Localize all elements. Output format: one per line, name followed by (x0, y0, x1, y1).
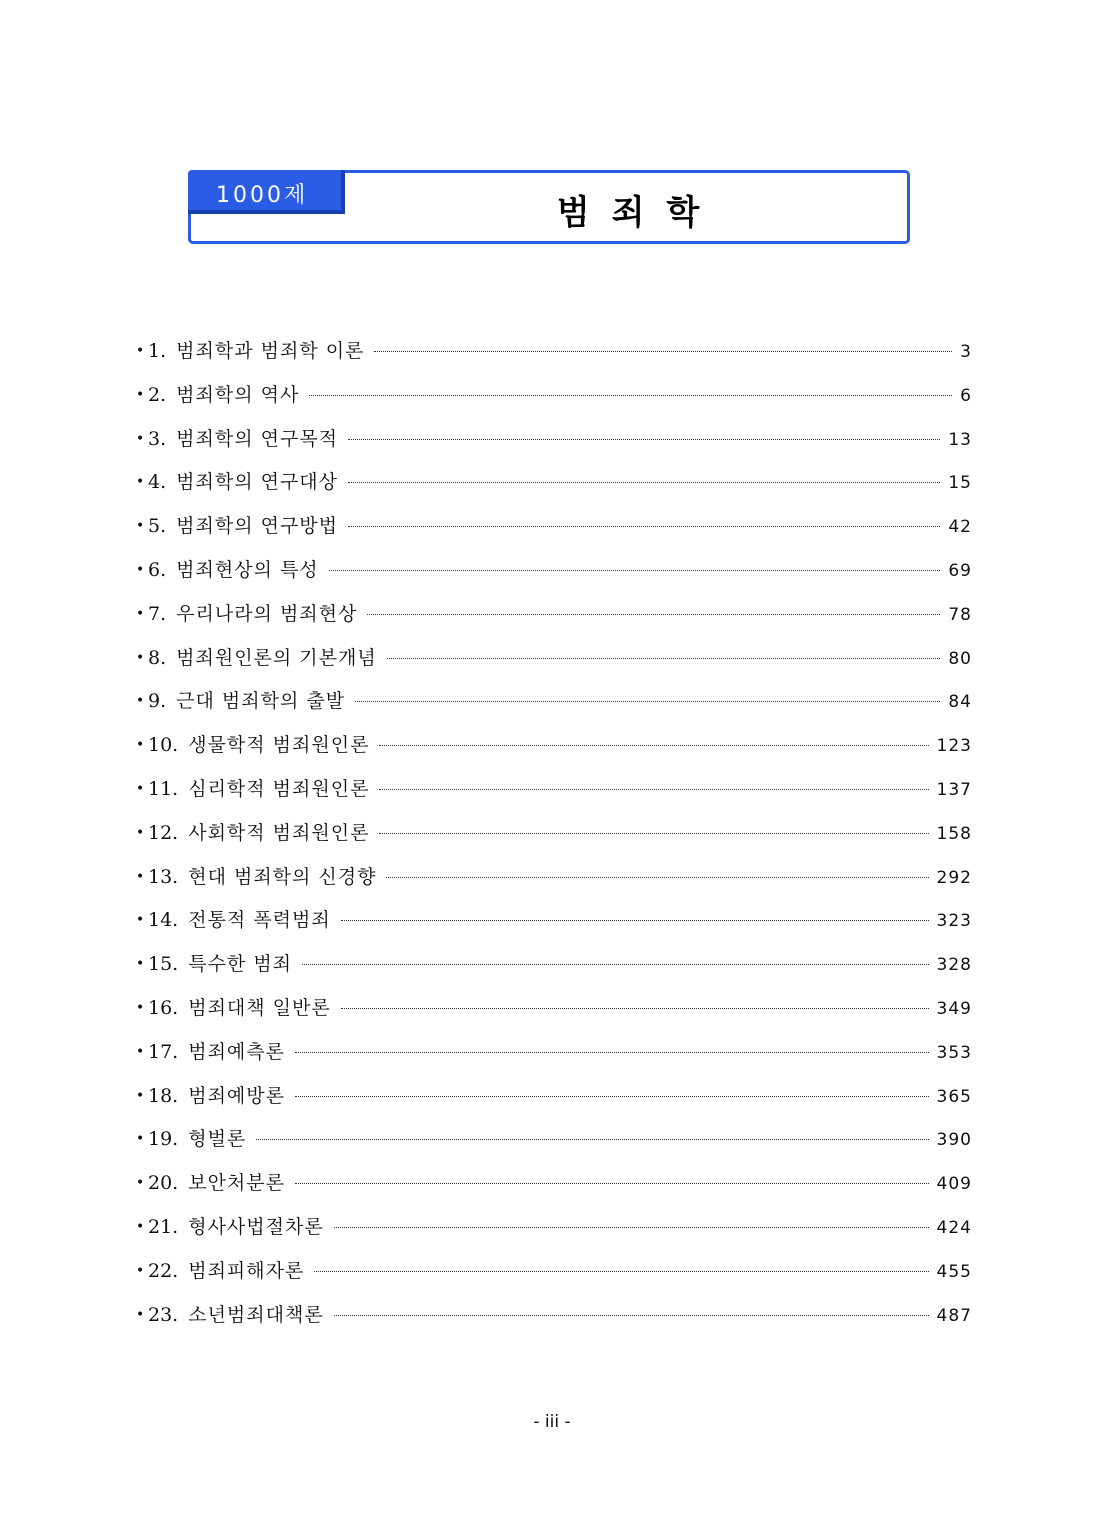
dot-leader (367, 614, 940, 615)
bullet-icon: • (136, 605, 145, 622)
toc-entry[interactable] (136, 1081, 972, 1125)
bullet-icon: • (136, 474, 145, 491)
toc-entry-number: 4. (148, 471, 167, 494)
toc-entry[interactable] (136, 1212, 972, 1256)
toc-entry[interactable] (136, 643, 972, 687)
toc-entry[interactable] (136, 730, 972, 774)
toc-entry[interactable] (136, 555, 972, 599)
toc-entry-number: 6. (148, 558, 167, 581)
toc-entry-number: 9. (148, 690, 167, 713)
toc-entry-number: 15. (148, 953, 179, 976)
dot-leader (341, 1008, 929, 1009)
toc-entry-number: 23. (148, 1303, 179, 1326)
toc-entry-title: 범죄예방론 (188, 1084, 285, 1107)
toc-entry-title: 형사사법절차론 (188, 1215, 324, 1238)
toc-entry-title: 형벌론 (188, 1128, 247, 1151)
title-box (188, 170, 910, 244)
bullet-icon: • (136, 343, 145, 359)
toc-entry-title: 보안처분론 (188, 1172, 285, 1195)
toc-entry-page: 323 (936, 911, 972, 932)
dot-leader (348, 526, 940, 527)
toc-entry-page: 84 (948, 692, 972, 713)
toc-entry[interactable] (136, 467, 972, 511)
toc-entry-title: 범죄피해자론 (188, 1259, 305, 1282)
bullet-icon: • (136, 386, 145, 403)
toc-entry-number: 13. (148, 865, 179, 888)
toc-entry-page: 487 (936, 1305, 972, 1326)
toc-entry-page: 6 (960, 385, 972, 406)
toc-entry-page: 353 (936, 1042, 972, 1063)
toc-entry-title: 범죄예측론 (188, 1040, 285, 1063)
dot-leader (387, 658, 941, 659)
toc-entry[interactable] (136, 949, 972, 993)
bullet-icon: • (136, 1131, 145, 1148)
toc-entry-page: 390 (936, 1130, 972, 1151)
dot-leader (341, 920, 929, 921)
toc-entry-title: 범죄학의 연구목적 (176, 427, 339, 450)
toc-entry[interactable] (136, 1124, 972, 1168)
toc-entry-page: 13 (948, 429, 972, 450)
toc-entry[interactable] (136, 424, 972, 468)
bullet-icon: • (136, 912, 145, 929)
toc-entry[interactable] (136, 862, 972, 906)
toc-entry-number: 3. (148, 427, 167, 450)
toc-entry-number: 10. (148, 734, 179, 757)
toc-entry-page: 328 (936, 955, 972, 976)
toc-entry-number: 21. (148, 1215, 179, 1238)
toc-entry-page: 455 (936, 1261, 972, 1282)
bullet-icon: • (136, 1087, 145, 1104)
bullet-icon: • (136, 824, 145, 841)
bullet-icon: • (136, 1043, 145, 1060)
toc-entry-title: 범죄학의 연구대상 (176, 471, 339, 494)
page-number: - iii - (533, 1412, 571, 1432)
table-of-contents (136, 336, 972, 1343)
dot-leader (329, 570, 941, 571)
toc-entry[interactable] (136, 1168, 972, 1212)
toc-entry-number: 7. (148, 602, 167, 625)
toc-entry[interactable] (136, 993, 972, 1037)
bullet-icon: • (136, 999, 145, 1016)
toc-entry-title: 근대 범죄학의 출발 (176, 690, 346, 713)
dot-leader (295, 1096, 929, 1097)
toc-entry-page: 123 (936, 736, 972, 757)
dot-leader (295, 1183, 929, 1184)
bullet-icon: • (136, 518, 145, 535)
toc-entry-title: 범죄대책 일반론 (188, 996, 331, 1019)
bullet-icon: • (136, 780, 145, 797)
toc-entry-page: 80 (948, 648, 972, 669)
dot-leader (348, 439, 940, 440)
dot-leader (355, 701, 940, 702)
bullet-icon: • (136, 737, 145, 754)
dot-leader (302, 964, 929, 965)
toc-entry-page: 78 (948, 604, 972, 625)
toc-entry-number: 19. (148, 1128, 179, 1151)
toc-entry-number: 2. (148, 383, 167, 406)
bullet-icon: • (136, 1175, 145, 1192)
toc-entry[interactable] (136, 599, 972, 643)
bullet-icon: • (136, 649, 145, 666)
toc-entry-number: 5. (148, 515, 167, 538)
toc-entry[interactable] (136, 336, 972, 380)
toc-entry-page: 69 (948, 560, 972, 581)
toc-entry-title: 범죄학의 역사 (176, 383, 300, 406)
toc-entry-page: 158 (936, 823, 972, 844)
toc-entry[interactable] (136, 905, 972, 949)
dot-leader (374, 351, 952, 352)
dot-leader (334, 1227, 929, 1228)
toc-entry-number: 8. (148, 646, 167, 669)
bullet-icon: • (136, 956, 145, 973)
toc-entry-title: 사회학적 범죄원인론 (188, 821, 370, 844)
dot-leader (314, 1271, 928, 1272)
toc-entry-page: 3 (960, 342, 972, 362)
toc-entry-title: 범죄원인론의 기본개념 (176, 646, 377, 669)
toc-entry-title: 생물학적 범죄원인론 (188, 734, 370, 757)
bullet-icon: • (136, 868, 145, 885)
bullet-icon: • (136, 561, 145, 578)
bullet-icon: • (136, 1218, 145, 1235)
toc-entry-number: 1. (148, 340, 167, 362)
toc-entry-title: 특수한 범죄 (188, 953, 293, 976)
toc-entry-number: 17. (148, 1040, 179, 1063)
toc-entry-title: 전통적 폭력범죄 (188, 909, 331, 932)
dot-leader (348, 482, 940, 483)
dot-leader (379, 789, 928, 790)
dot-leader (256, 1139, 928, 1140)
dot-leader (295, 1052, 929, 1053)
toc-entry-number: 12. (148, 821, 179, 844)
dot-leader (386, 877, 928, 878)
toc-entry-number: 14. (148, 909, 179, 932)
toc-entry-page: 349 (936, 998, 972, 1019)
page-title: 범죄학 (556, 193, 722, 233)
toc-entry-title: 범죄학과 범죄학 이론 (176, 340, 365, 362)
bullet-icon: • (136, 430, 145, 447)
toc-entry-number: 18. (148, 1084, 179, 1107)
toc-entry-page: 409 (936, 1174, 972, 1195)
toc-entry-title: 범죄학의 연구방법 (176, 515, 339, 538)
toc-entry-page: 365 (936, 1086, 972, 1107)
bullet-icon: • (136, 1306, 145, 1323)
toc-entry-page: 137 (936, 779, 972, 800)
toc-entry[interactable] (136, 1300, 972, 1344)
toc-entry-title: 소년범죄대책론 (188, 1303, 324, 1326)
toc-entry-page: 15 (948, 473, 972, 494)
toc-entry[interactable] (136, 380, 972, 424)
toc-entry-number: 22. (148, 1259, 179, 1282)
toc-entry-title: 심리학적 범죄원인론 (188, 777, 370, 800)
toc-entry[interactable] (136, 1037, 972, 1081)
bullet-icon: • (136, 1262, 145, 1279)
toc-entry-title: 현대 범죄학의 신경향 (188, 865, 377, 888)
dot-leader (379, 833, 928, 834)
toc-entry-number: 11. (148, 777, 179, 800)
dot-leader (309, 395, 952, 396)
bullet-icon: • (136, 693, 145, 710)
toc-entry[interactable] (136, 1256, 972, 1300)
toc-entry-number: 20. (148, 1172, 179, 1195)
toc-entry-page: 424 (936, 1217, 972, 1238)
toc-entry[interactable] (136, 686, 972, 730)
toc-entry-page: 42 (948, 517, 972, 538)
toc-entry-title: 우리나라의 범죄현상 (176, 602, 358, 625)
toc-entry[interactable] (136, 818, 972, 862)
toc-entry[interactable] (136, 511, 972, 555)
title-tab-label: 1000제 (216, 183, 309, 208)
toc-entry-page: 292 (936, 867, 972, 888)
toc-entry-number: 16. (148, 996, 179, 1019)
toc-entry-title: 범죄현상의 특성 (176, 558, 319, 581)
dot-leader (379, 745, 928, 746)
dot-leader (334, 1315, 929, 1316)
toc-entry[interactable] (136, 774, 972, 818)
title-tab (188, 170, 345, 214)
